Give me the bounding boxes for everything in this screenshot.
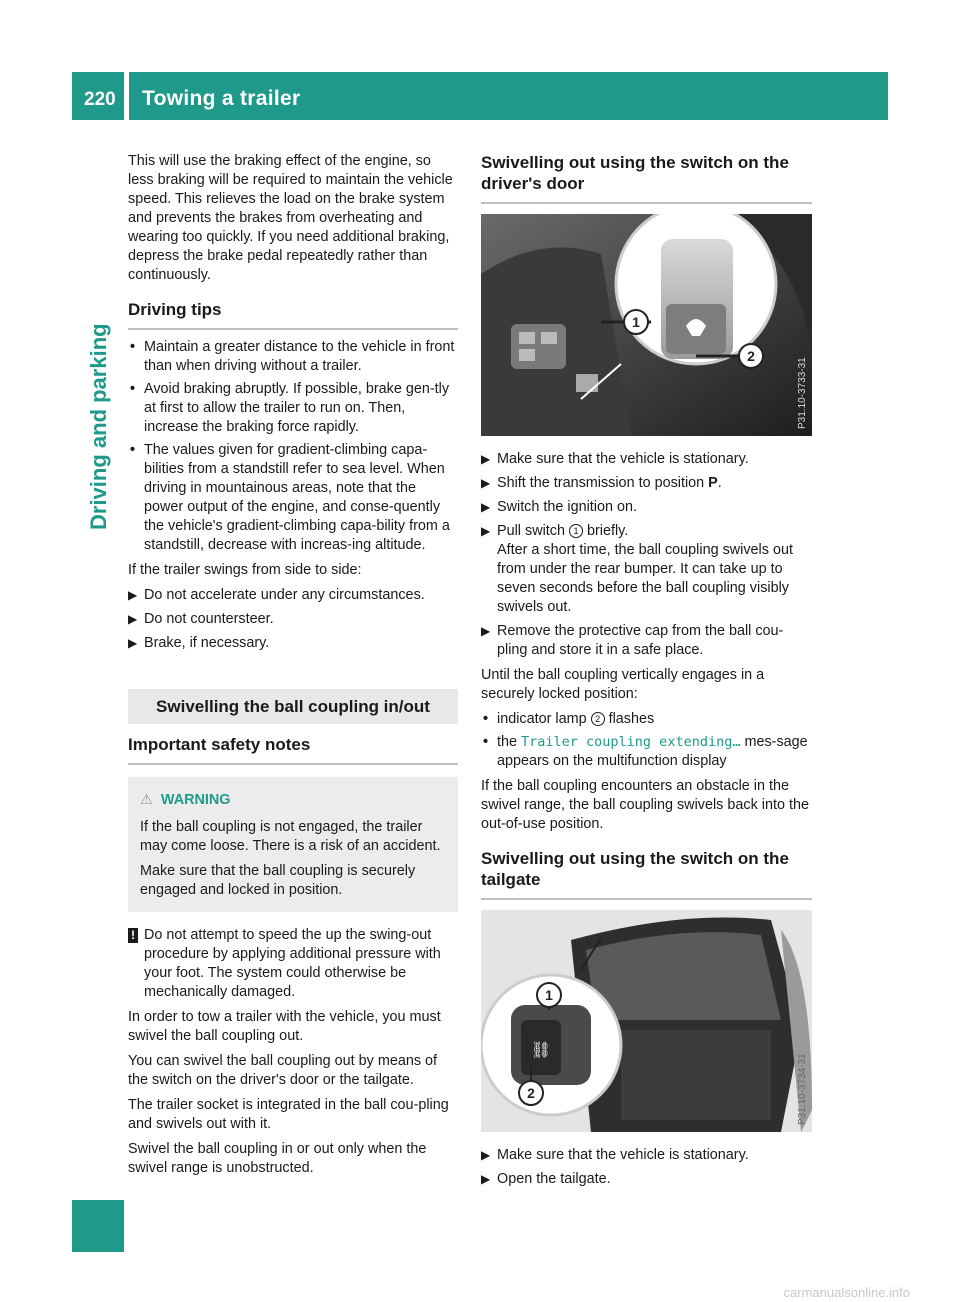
- swing-actions: [128, 586, 458, 653]
- list-item: • Avoid braking abruptly. If possible, brake gen-tly at first to allow the trailer to run on. Then, increase the braking force rapidly.: [128, 380, 458, 437]
- callout-1: 1: [545, 987, 553, 1003]
- action-item: ▶ Brake, if necessary.: [128, 635, 270, 651]
- action-item: ▶ Pull switch 1 briefly. After a short time, the ball coupling swivels out from under the rear bumper. It can take up to seven seconds before the ball coupling visibly swivels out.: [481, 523, 793, 615]
- page-title: Towing a trailer: [142, 87, 301, 110]
- warning-triangle-icon: ⚠: [140, 792, 153, 808]
- damage-notice: ! Do not attempt to speed the up the swing-out procedure by applying additional pressure with your foot. The system could otherwise be mechanically damaged.: [128, 926, 458, 1002]
- list-item: • the Trailer coupling extending… mes-sage appears on the multifunction display: [481, 733, 812, 771]
- callout-2: 2: [747, 348, 755, 364]
- photo-code: P31.10-3734-31: [797, 1053, 808, 1125]
- list-item: • Maintain a greater distance to the vehicle in front than when driving without a trailer.: [128, 338, 458, 376]
- arrow-icon: ▶: [481, 476, 491, 490]
- right-column: [481, 152, 812, 1195]
- callout-ref-1: 1: [569, 524, 583, 538]
- arrow-icon: ▶: [481, 1148, 491, 1162]
- arrow-icon: ▶: [481, 500, 491, 514]
- paragraph: In order to tow a trailer with the vehicle, you must swivel the ball coupling out.: [128, 1009, 441, 1044]
- action-item: ▶ Do not accelerate under any circumstances.: [128, 587, 425, 603]
- svg-text:⛓: ⛓: [530, 1042, 552, 1059]
- arrow-icon: ▶: [128, 636, 138, 650]
- swing-intro: If the trailer swings from side to side:: [128, 562, 362, 578]
- driving-tips-list: [128, 338, 458, 555]
- action-item: ▶ Open the tailgate.: [481, 1171, 611, 1187]
- header-divider: [124, 72, 129, 120]
- paragraph: Swivel the ball coupling in or out only when the swivel range is unobstructed.: [128, 1141, 427, 1176]
- arrow-icon: ▶: [481, 624, 491, 638]
- action-item: ▶ Make sure that the vehicle is stationary.: [481, 451, 749, 467]
- safety-heading: Important safety notes: [128, 734, 458, 765]
- action-item: ▶ Switch the ignition on.: [481, 499, 637, 515]
- indicator-list: [481, 710, 812, 771]
- gear-position: P: [708, 475, 718, 491]
- arrow-icon: ▶: [128, 612, 138, 626]
- arrow-icon: ▶: [481, 1172, 491, 1186]
- section-band-heading: Swivelling the ball coupling in/out: [128, 689, 458, 724]
- warning-instruction: Make sure that the ball coupling is securely engaged and locked in position.: [140, 863, 416, 898]
- callout-1: 1: [632, 314, 640, 330]
- page-header: [72, 72, 888, 120]
- display-message: Trailer coupling extending…: [521, 734, 741, 750]
- warning-box: [128, 777, 458, 912]
- tailgate-actions: [481, 1146, 812, 1189]
- list-item: • indicator lamp 2 flashes: [481, 710, 812, 729]
- section-sidebar: [72, 120, 124, 1220]
- door-switch-heading: Swivelling out using the switch on the driver's door: [481, 152, 812, 204]
- watermark: carmanualsonline.info: [783, 1285, 910, 1300]
- driving-tips-heading: Driving tips: [128, 299, 458, 330]
- section-label: Driving and parking: [86, 323, 111, 530]
- photo-code: P31.10-3733-31: [797, 357, 808, 429]
- action-item: ▶ Shift the transmission to position P.: [481, 475, 722, 491]
- section-marker: [72, 1200, 124, 1252]
- arrow-icon: ▶: [481, 524, 491, 538]
- arrow-icon: ▶: [128, 588, 138, 602]
- paragraph: The trailer socket is integrated in the ball cou-pling and swivels out with it.: [128, 1097, 449, 1132]
- intro-paragraph: This will use the braking effect of the engine, so less braking will be required to maintain the vehicle speed. This relieves the load on the brake system and prevents the brakes from overheating and wearing too quickly. If you need additional braking, depress the brake pedal repeatedly rather than continuously.: [128, 153, 453, 283]
- pull-detail: After a short time, the ball coupling swivels out from under the rear bumper. It can take up to seven seconds before the ball coupling visibly swivels out.: [497, 542, 793, 615]
- paragraph: You can swivel the ball coupling out by means of the switch on the driver's door or the tailgate.: [128, 1053, 438, 1088]
- tailgate-switch-heading: Swivelling out using the switch on the tailgate: [481, 848, 812, 900]
- notice-icon: !: [128, 928, 138, 943]
- arrow-icon: ▶: [481, 452, 491, 466]
- action-item: ▶ Do not countersteer.: [128, 611, 274, 627]
- tailgate-switch-photo: [481, 910, 812, 1132]
- obstacle-paragraph: If the ball coupling encounters an obstacle in the swivel range, the ball coupling swivels back into the out-of-use position.: [481, 778, 809, 832]
- door-actions: [481, 450, 812, 660]
- door-switch-photo: [481, 214, 812, 436]
- callout-2: 2: [527, 1085, 535, 1101]
- warning-text: If the ball coupling is not engaged, the trailer may come loose. There is a risk of an accident.: [140, 819, 441, 854]
- until-paragraph: Until the ball coupling vertically engages in a securely locked position:: [481, 667, 765, 702]
- action-item: ▶ Make sure that the vehicle is stationary.: [481, 1147, 749, 1163]
- action-item: ▶ Remove the protective cap from the ball cou-pling and store it in a safe place.: [481, 623, 784, 658]
- left-column: [128, 152, 458, 1184]
- warning-header: ⚠ WARNING: [140, 792, 231, 808]
- callout-ref-2: 2: [591, 712, 605, 726]
- page-number: 220: [84, 89, 116, 110]
- list-item: • The values given for gradient-climbing capa-bilities from a standstill refer to sea level. When driving in mountainous areas, note that the power output of the engine, and conse-quently the vehicle's gradient-climbing capa-bility from a standstill, decrease with increas-ing altitude.: [128, 441, 458, 555]
